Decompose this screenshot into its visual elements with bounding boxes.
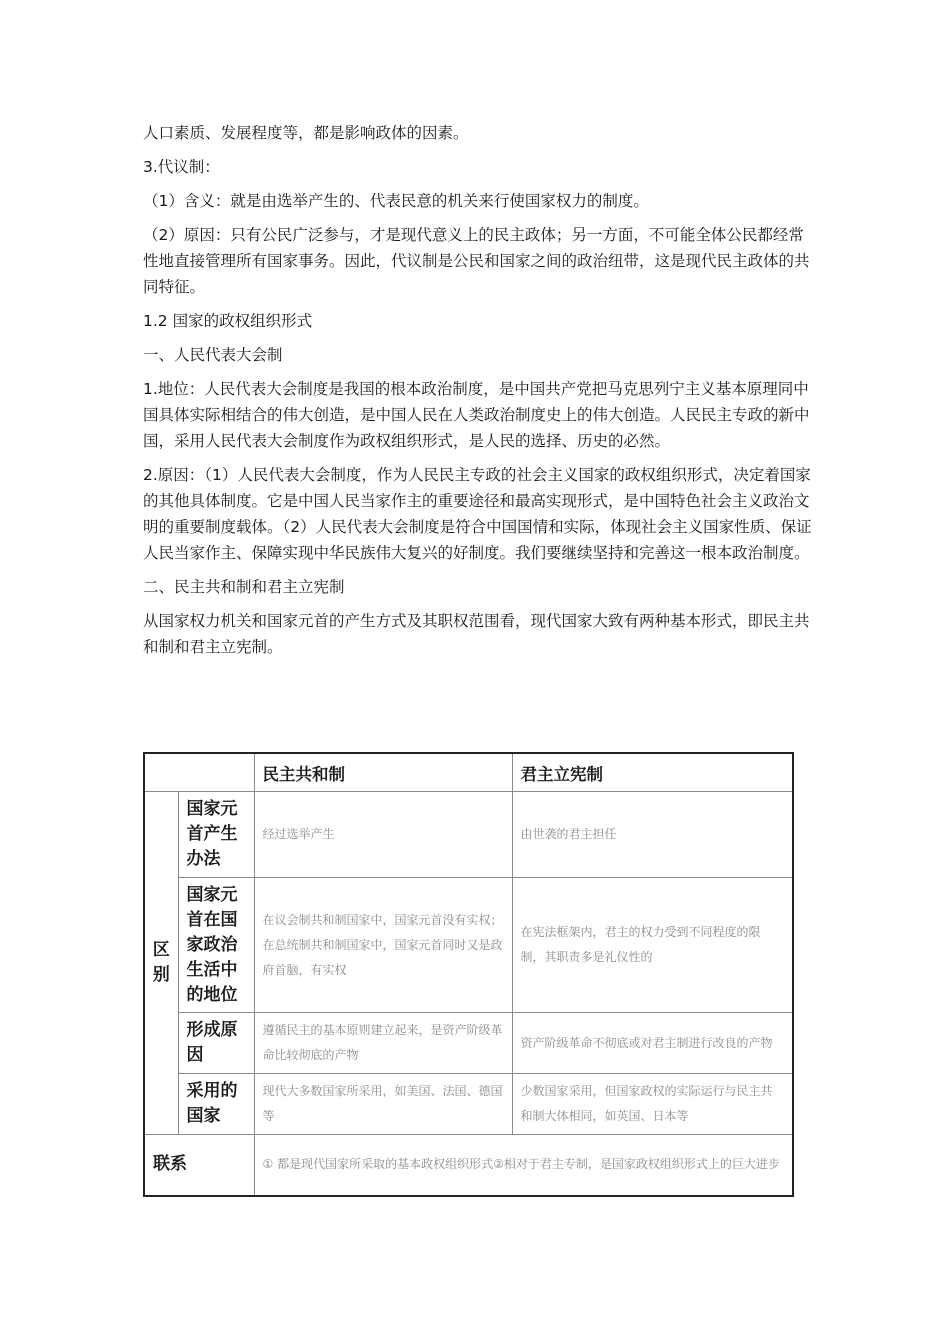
section-heading: 二、民主共和制和君主立宪制	[143, 578, 345, 596]
table-cell: 由世袭的君主担任	[512, 792, 793, 878]
comparison-table	[143, 752, 794, 1197]
table-cell: ① 都是现代国家所采取的基本政权组织形式②相对于君主专制，是国家政权组织形式上的巨大进步	[254, 1135, 793, 1196]
table-cell: 现代大多数国家所采用，如美国、法国、德国等	[254, 1074, 512, 1135]
table-header-row	[144, 753, 793, 792]
document-body	[143, 120, 813, 668]
table-row	[144, 1074, 793, 1135]
table-row	[144, 878, 793, 1013]
row-label: 国家元首产生办法	[178, 792, 254, 878]
paragraph: 2.原因：（1）人民代表大会制度，作为人民民主专政的社会主义国家的政权组织形式，决定着国家的其他具体制度。它是中国人民当家作主的重要途径和最高实现形式，是中国特色社会主义政治文明的重要制度载体。（2）人民代表大会制度是符合中国国情和实际，体现社会主义国家性质、保证人民当家作主、保障实现中华民族伟大复兴的好制度。我们要继续坚持和完善这一根本政治制度。	[143, 466, 812, 562]
paragraph: 人口素质、发展程度等，都是影响政体的因素。	[143, 124, 469, 142]
paragraph: 1.地位：人民代表大会制度是我国的根本政治制度，是中国共产党把马克思列宁主义基本原理同中国具体实际相结合的伟大创造，是中国人民在人类政治制度史上的伟大创造。人民民主专政的新中国，采用人民代表大会制度作为政权组织形式，是人民的选择、历史的必然。	[143, 380, 810, 450]
table-row	[144, 1013, 793, 1074]
section-heading: 一、人民代表大会制	[143, 346, 283, 364]
row-label: 国家元首在国家政治生活中的地位	[178, 878, 254, 1013]
row-label: 采用的国家	[178, 1074, 254, 1135]
row-label: 联系	[144, 1135, 254, 1196]
row-label: 形成原因	[178, 1013, 254, 1074]
table-cell: 经过选举产生	[254, 792, 512, 878]
group-label: 区别	[144, 792, 178, 1135]
column-header: 君主立宪制	[512, 753, 793, 792]
table-row	[144, 792, 793, 878]
table-row	[144, 1135, 793, 1196]
table-cell: 在议会制共和制国家中，国家元首没有实权；在总统制共和制国家中，国家元首同时又是政府首脑，有实权	[254, 878, 512, 1013]
section-heading: 1.2 国家的政权组织形式	[143, 312, 313, 330]
paragraph: 从国家权力机关和国家元首的产生方式及其职权范围看，现代国家大致有两种基本形式，即民主共和制和君主立宪制。	[143, 612, 810, 656]
table-corner-cell	[144, 753, 254, 792]
table-cell: 遵循民主的基本原则建立起来，是资产阶级革命比较彻底的产物	[254, 1013, 512, 1074]
section-heading: 3.代议制：	[143, 158, 220, 176]
paragraph: （1）含义：就是由选举产生的、代表民意的机关来行使国家权力的制度。	[143, 192, 649, 210]
column-header: 民主共和制	[254, 753, 512, 792]
table-cell: 资产阶级革命不彻底或对君主制进行改良的产物	[512, 1013, 793, 1074]
table-cell: 在宪法框架内，君主的权力受到不同程度的限制，其职责多是礼仪性的	[512, 878, 793, 1013]
table-cell: 少数国家采用，但国家政权的实际运行与民主共和制大体相同，如英国、日本等	[512, 1074, 793, 1135]
paragraph: （2）原因：只有公民广泛参与，才是现代意义上的民主政体；另一方面，不可能全体公民都经常性地直接管理所有国家事务。因此，代议制是公民和国家之间的政治纽带，这是现代民主政体的共同特征。	[143, 226, 810, 296]
